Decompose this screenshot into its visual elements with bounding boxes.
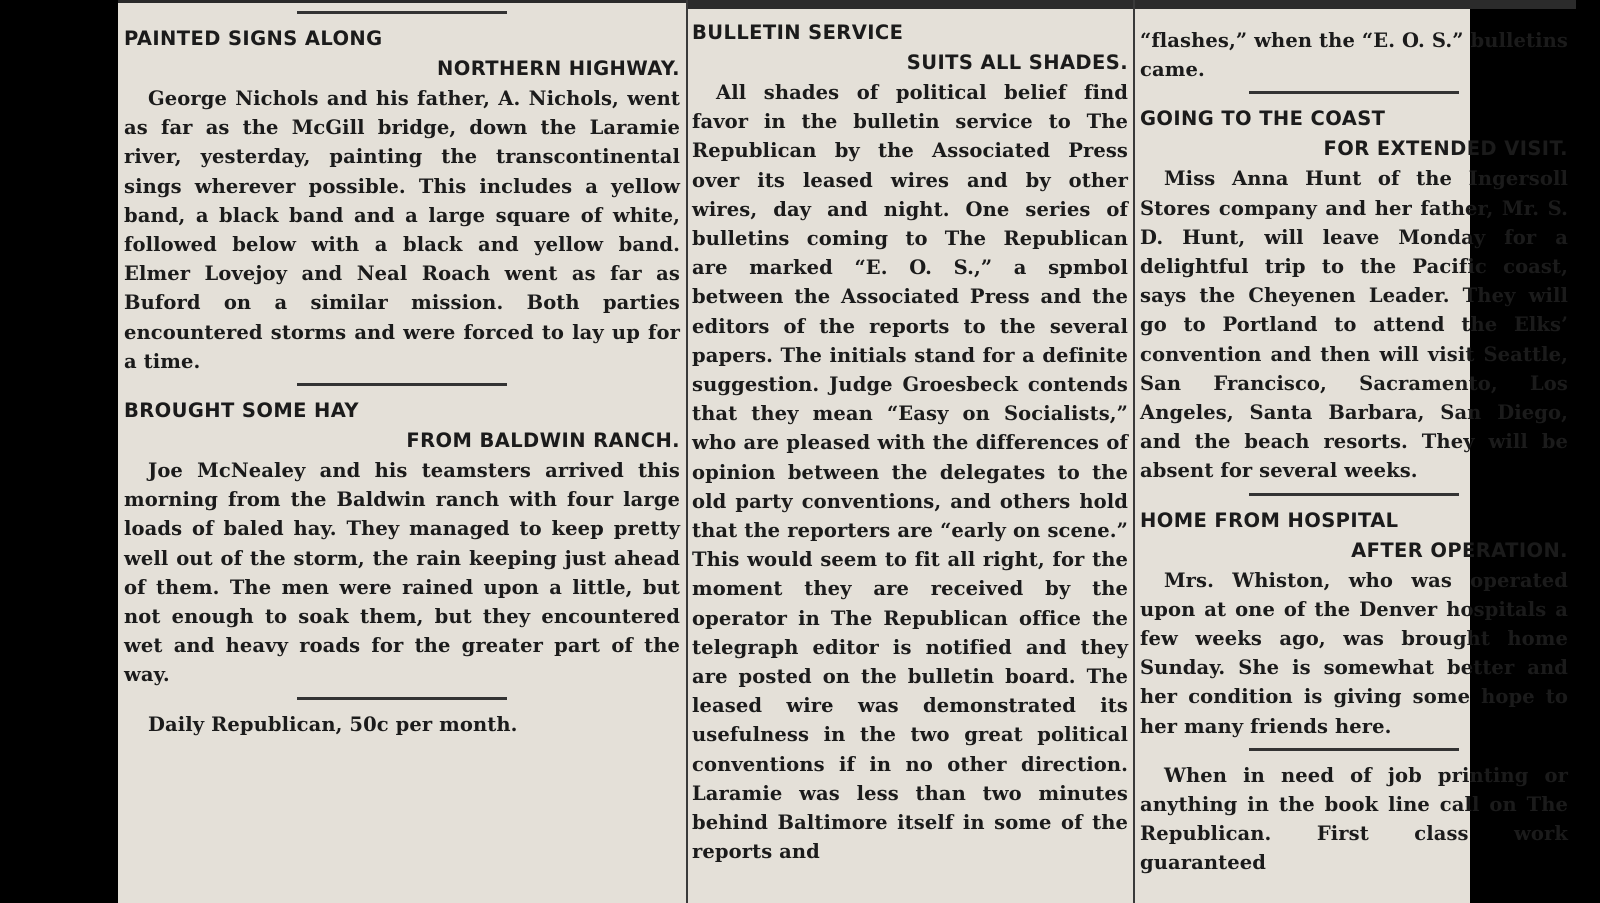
headline-line-1: BULLETIN SERVICE	[692, 21, 904, 44]
headline-line-1: PAINTED SIGNS ALONG	[124, 27, 383, 50]
column-divider	[1133, 0, 1135, 903]
section-rule	[297, 383, 507, 386]
column-2	[692, 4, 1128, 903]
story-body: All shades of political belief find favor in the bulletin service to The Republican by the Associated Press over its leased wires and by other wires, day and night. One series of bulletins coming to The Republican are marked “E. O. S.,” a spmbol between the Associated Press and the editors of the reports to the several papers. The initials stand for a definite suggestion. Judge Groesbeck contends that they mean “Easy on Socialists,” who are pleased with the differences of opinion between the delegates to the old party conventions, and others hold that the reporters are “early on scene.” This would seem to fit all right, for the moment they are received by the operator in The Republican office the telegraph editor is notified and they are posted on the bulletin board. The leased wire was demonstrated its usefulness in the two great political conventions if in no other direction. Laramie was less than two minutes behind Baltimore itself in some of the reports and	[692, 81, 1128, 864]
section-rule	[1249, 493, 1459, 496]
headline-line-2: NORTHERN HIGHWAY.	[437, 57, 680, 80]
headline-line-1: HOME FROM HOSPITAL	[1140, 508, 1399, 532]
section-rule	[1249, 91, 1459, 94]
story-painted-signs	[124, 24, 680, 376]
column-divider	[686, 0, 688, 903]
story-job-printing-ad	[1140, 761, 1568, 878]
story-continuation	[1140, 26, 1568, 84]
newspaper-page	[118, 0, 1568, 903]
story-home-from-hospital	[1140, 506, 1568, 741]
section-rule	[297, 697, 507, 700]
section-rule	[1249, 748, 1459, 751]
story-subscription-notice	[124, 710, 680, 739]
headline-line-2: FOR EXTENDED VISIT.	[1323, 137, 1568, 161]
story-brought-hay	[124, 396, 680, 690]
story-bulletin-service	[692, 18, 1128, 866]
headline-line-2: SUITS ALL SHADES.	[906, 51, 1128, 74]
headline-line-1: BROUGHT SOME HAY	[124, 399, 359, 423]
section-rule	[297, 11, 507, 14]
story-body: Daily Republican, 50c per month.	[148, 712, 518, 736]
story-body: George Nichols and his father, A. Nichols, went as far as the McGill bridge, down the Laramie river, yesterday, painting the transcontinental sings wherever possible. This includes a yellow band, a black band and a large square of white, followed below with a black and yellow band. Elmer Lovejoy and Neal Roach went as far as Buford on a similar mission. Both parties encountered storms and were forced to lay up for a time.	[124, 87, 680, 373]
headline-line-1: GOING TO THE COAST	[1140, 107, 1386, 131]
headline-line-2: AFTER OPERATION.	[1351, 538, 1568, 562]
headline-line-2: FROM BALDWIN RANCH.	[406, 429, 680, 453]
story-body: When in need of job printing or anything in the book line call on The Republican. First class work guaranteed	[1140, 763, 1568, 875]
story-body: “flashes,” when the “E. O. S.” bulletins came.	[1140, 29, 1568, 82]
story-going-to-coast	[1140, 104, 1568, 485]
column-3	[1140, 4, 1568, 903]
story-body: Miss Anna Hunt of the Ingersoll Stores company and her father, Mr. S. D. Hunt, will leave Monday for a delightful trip to the Pacific coast, says the Cheyenen Leader. They will go to Portland to attend the Elks’ convention and then will visit Seattle, San Francisco, Sacramento, Los Angeles, Santa Barbara, San Diego, and the beach resorts. They will be absent for several weeks.	[1140, 167, 1568, 483]
story-body: Mrs. Whiston, who was operated upon at one of the Denver hospitals a few weeks ago, was brought home Sunday. She is somewhat better and her condition is giving some hope to her many friends here.	[1140, 568, 1568, 738]
column-1	[124, 4, 680, 903]
story-body: Joe McNealey and his teamsters arrived this morning from the Baldwin ranch with four large loads of baled hay. They managed to keep pretty well out of the storm, the rain keeping just ahead of them. The men were rained upon a little, but not enough to soak them, but they encountered wet and heavy roads for the greater part of the way.	[124, 459, 680, 687]
